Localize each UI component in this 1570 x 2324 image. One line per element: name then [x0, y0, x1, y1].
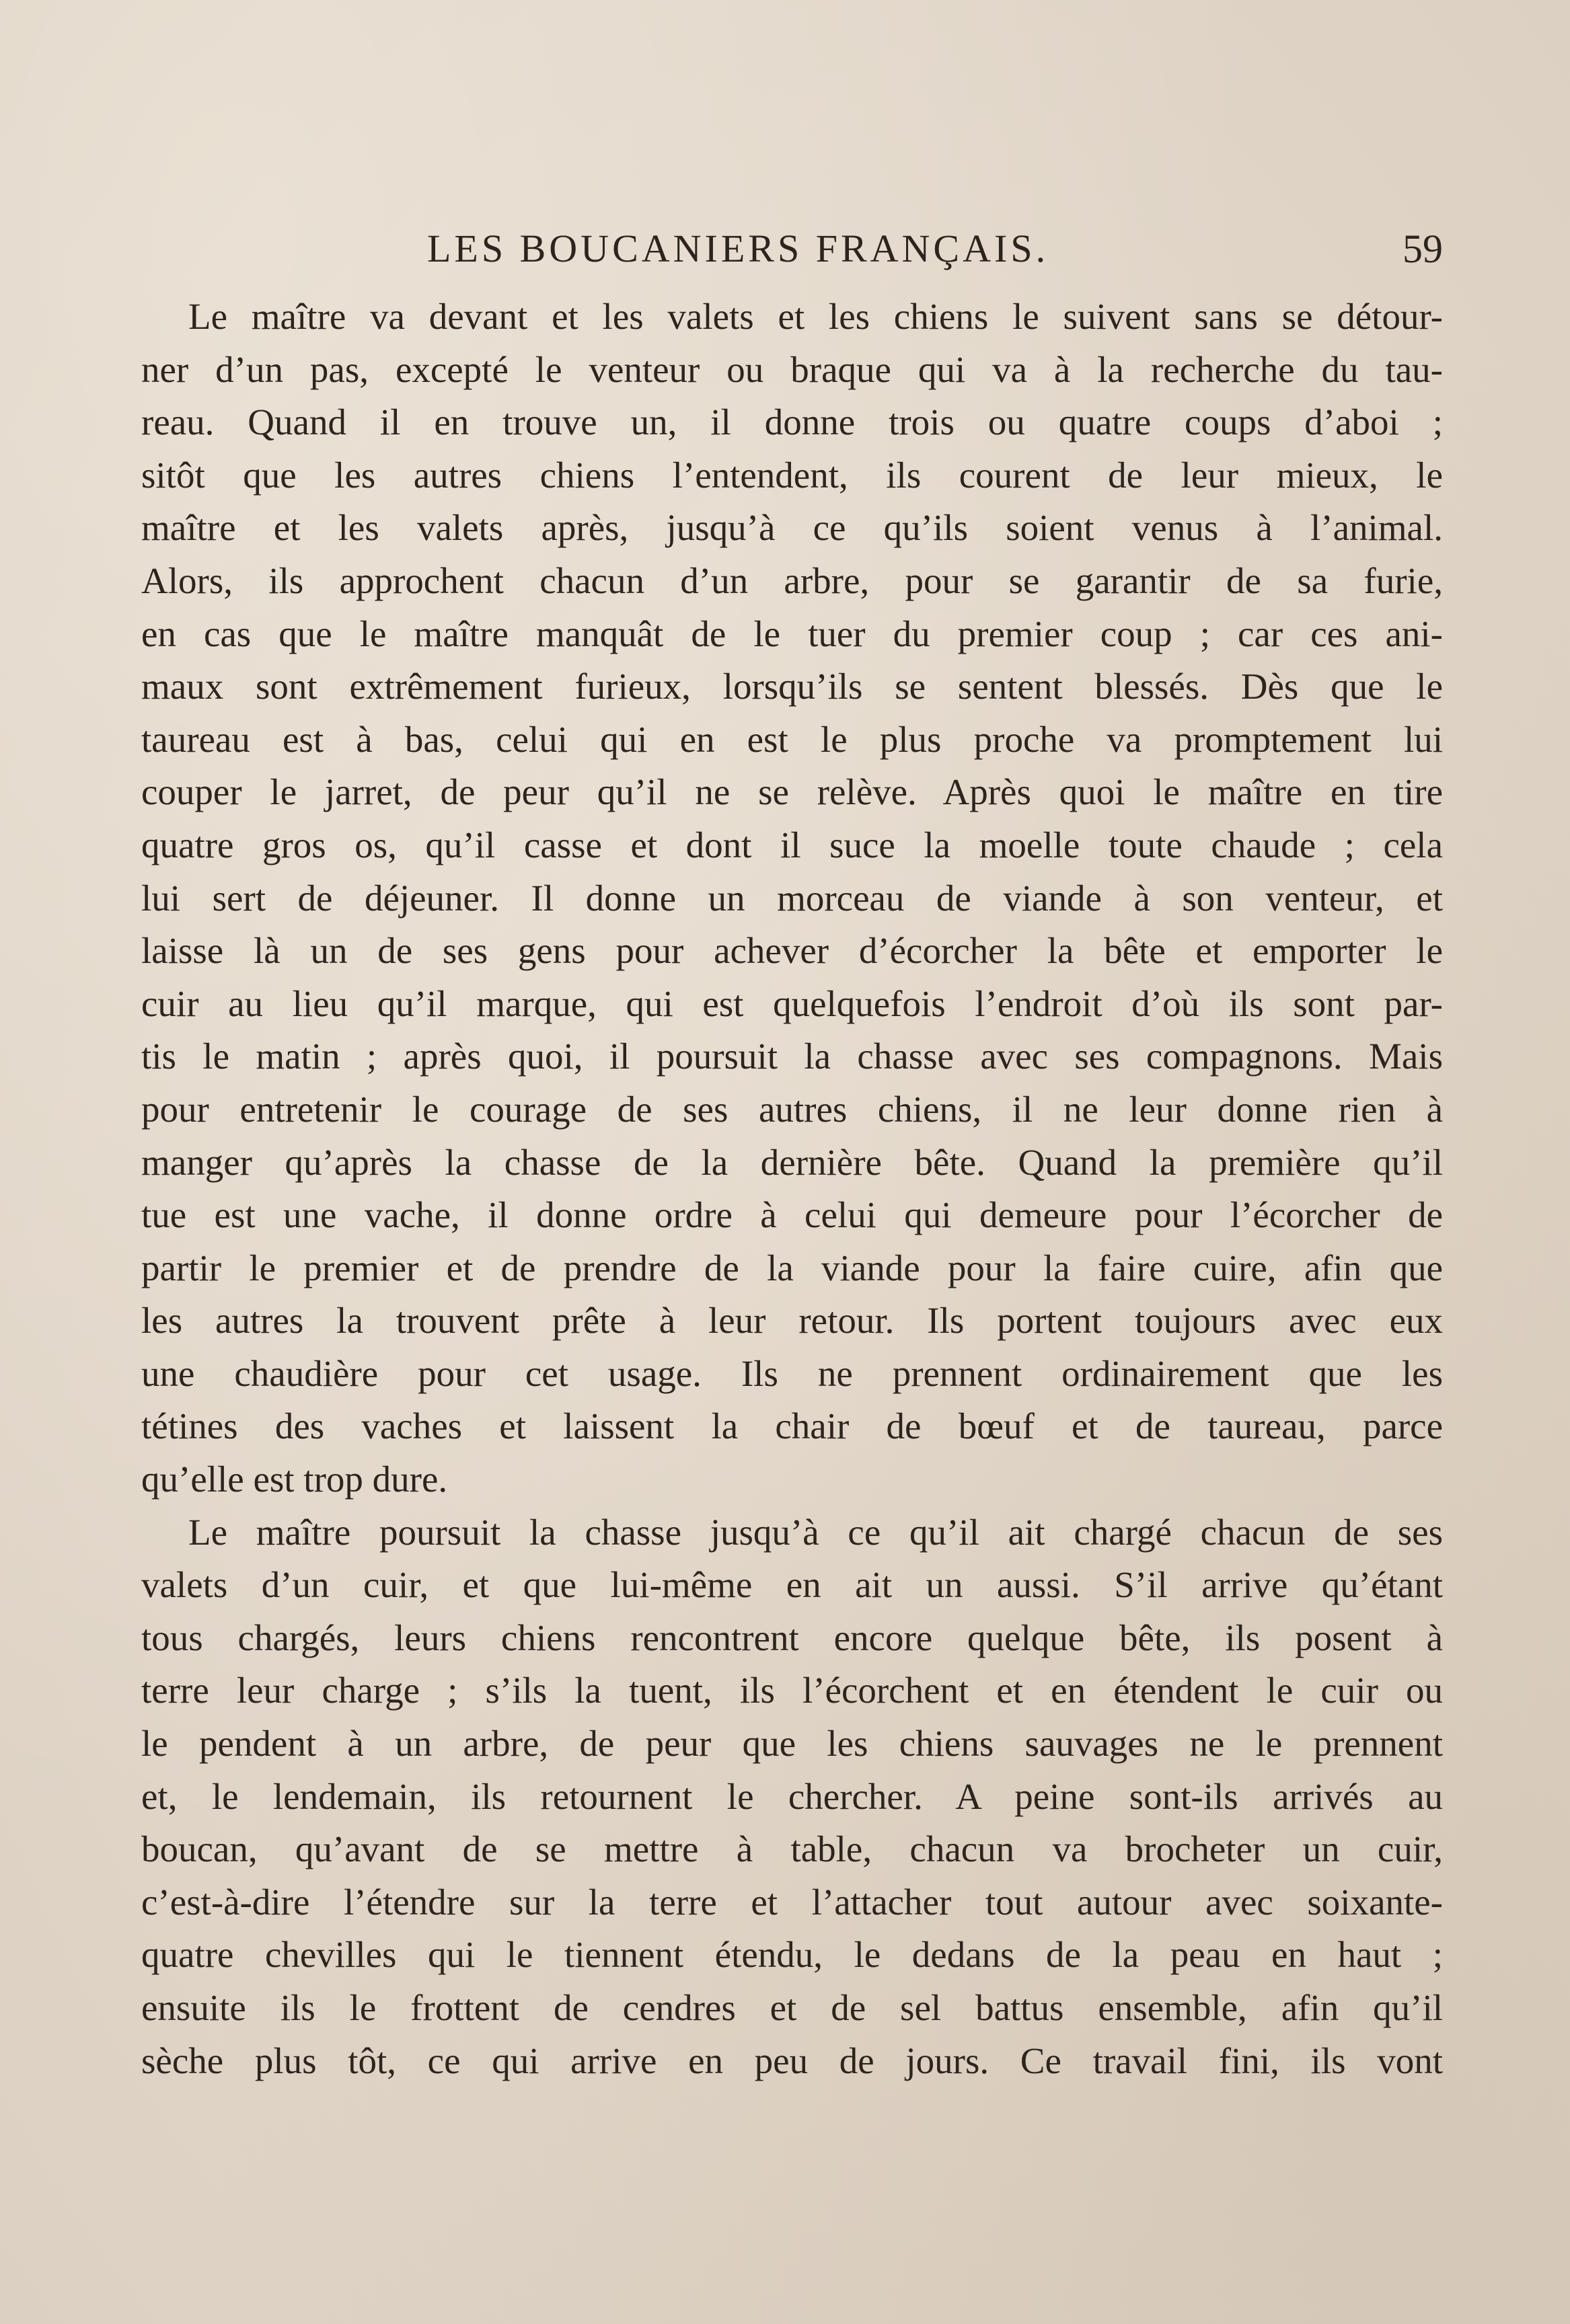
text-line: quatre gros os, qu’il casse et dont il suce la moelle toute chaude ; cela [141, 824, 1443, 865]
text-line: maître et les valets après, jusqu’à ce qu’ils soient venus à l’animal. [141, 507, 1443, 549]
text-line: en cas que le maître manquât de le tuer du premier coup ; car ces ani- [141, 613, 1443, 654]
text-line: laisse là un de ses gens pour achever d’écorcher la bête et emporter le [141, 930, 1443, 972]
text-line: tous chargés, leurs chiens rencontrent encore quelque bête, ils posent à [141, 1617, 1443, 1658]
text-line: ner d’un pas, excepté le venteur ou braque qui va à la recherche du tau- [141, 348, 1443, 390]
paragraph [141, 290, 1443, 1506]
text-line: tue est une vache, il donne ordre à celui qui demeure pour l’écorcher de [141, 1194, 1443, 1236]
text-line: couper le jarret, de peur qu’il ne se relève. Après quoi le maître en tire [141, 771, 1443, 813]
text-line: reau. Quand il en trouve un, il donne trois ou quatre coups d’aboi ; [141, 401, 1443, 443]
page-header [141, 222, 1443, 276]
text-line: boucan, qu’avant de se mettre à table, chacun va brocheter un cuir, [141, 1828, 1443, 1870]
text-line: terre leur charge ; s’ils la tuent, ils l’écorchent et en étendent le cuir ou [141, 1670, 1443, 1711]
text-line: sèche plus tôt, ce qui arrive en peu de jours. Ce travail fini, ils vont [141, 2040, 1443, 2081]
text-line: tétines des vaches et laissent la chair de bœuf et de taureau, parce [141, 1405, 1443, 1447]
text-line: Le maître va devant et les valets et les chiens le suivent sans se détour- [188, 296, 1443, 337]
text-line: taureau est à bas, celui qui en est le plus proche va promptement lui [141, 718, 1443, 760]
paragraph [141, 1506, 1443, 2088]
text-line: sitôt que les autres chiens l’entendent, ils courent de leur mieux, le [141, 454, 1443, 496]
text-line: lui sert de déjeuner. Il donne un morceau de viande à son venteur, et [141, 877, 1443, 919]
text-line: ensuite ils le frottent de cendres et de sel battus ensemble, afin qu’il [141, 1987, 1443, 2028]
text-line: une chaudière pour cet usage. Ils ne prennent ordinairement que les [141, 1352, 1443, 1394]
page-number: 59 [1403, 227, 1443, 271]
text-line: Alors, ils approchent chacun d’un arbre, pour se garantir de sa furie, [141, 559, 1443, 601]
text-line: manger qu’après la chasse de la dernière bête. Quand la première qu’il [141, 1141, 1443, 1183]
text-line: et, le lendemain, ils retournent le chercher. A peine sont-ils arrivés au [141, 1775, 1443, 1817]
text-line: valets d’un cuir, et que lui-même en ait un aussi. S’il arrive qu’étant [141, 1564, 1443, 1606]
text-line: maux sont extrêmement furieux, lorsqu’ils se sentent blessés. Dès que le [141, 666, 1443, 707]
text-line: quatre chevilles qui le tiennent étendu, le dedans de la peau en haut ; [141, 1934, 1443, 1976]
running-title: LES BOUCANIERS FRANÇAIS. [427, 227, 1049, 270]
text-line: cuir au lieu qu’il marque, qui est quelquefois l’endroit d’où ils sont par- [141, 982, 1443, 1024]
text-line: le pendent à un arbre, de peur que les chiens sauvages ne le prennent [141, 1723, 1443, 1765]
text-line: partir le premier et de prendre de la viande pour la faire cuire, afin que [141, 1247, 1443, 1288]
text-line: qu’elle est trop dure. [141, 1459, 448, 1500]
text-line: tis le matin ; après quoi, il poursuit la chasse avec ses compagnons. Mais [141, 1036, 1443, 1077]
text-line: les autres la trouvent prête à leur retour. Ils portent toujours avec eux [141, 1300, 1443, 1342]
text-line: pour entretenir le courage de ses autres chiens, il ne leur donne rien à [141, 1088, 1443, 1130]
body-text [141, 290, 1443, 2087]
text-line: c’est-à-dire l’étendre sur la terre et l’attacher tout autour avec soixante- [141, 1881, 1443, 1923]
text-line: Le maître poursuit la chasse jusqu’à ce qu’il ait chargé chacun de ses [188, 1511, 1443, 1553]
